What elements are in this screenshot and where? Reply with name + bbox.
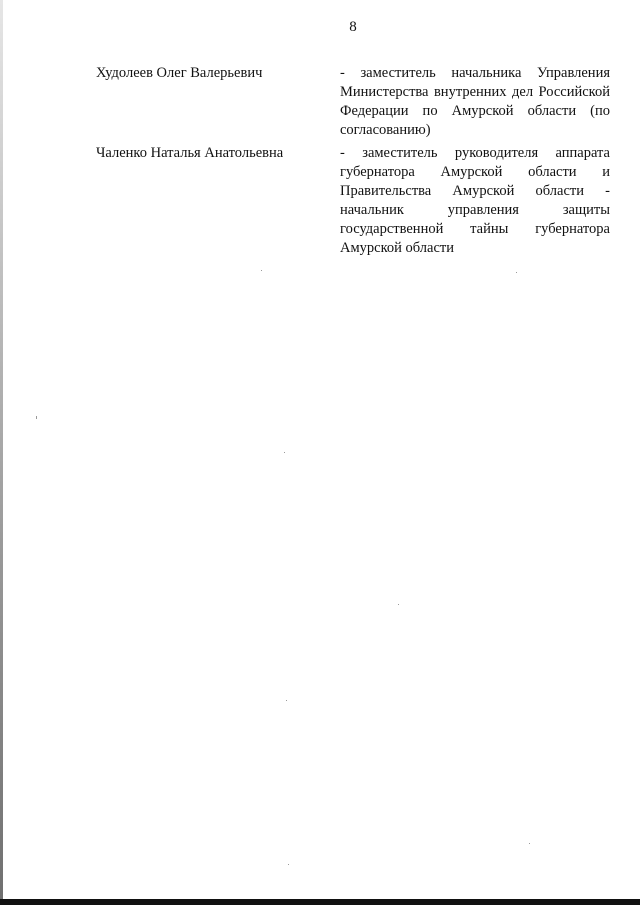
scan-speck [398, 604, 399, 605]
member-name: Чаленко Наталья Анатольевна [96, 145, 284, 161]
scan-speck [36, 416, 37, 419]
page-number: 8 [349, 19, 357, 35]
member-name: Худолеев Олег Валерьевич [96, 65, 263, 81]
scan-speck [261, 270, 262, 271]
scan-bottom-edge [0, 899, 640, 905]
scan-speck [286, 700, 287, 701]
member-position: - заместитель начальника Управления Министерства внутренних дел Российской Федерации по Амурской области (по согласованию) [340, 65, 610, 138]
member-position: - заместитель руководителя аппарата губернатора Амурской области и Правительства Амурской области - начальник управления защиты государственной тайны губернатора Амурской области [340, 145, 610, 256]
scan-speck [529, 843, 530, 844]
scan-speck [516, 272, 517, 273]
scan-left-edge [0, 0, 3, 905]
scan-speck [288, 864, 289, 865]
scan-speck [284, 452, 285, 453]
